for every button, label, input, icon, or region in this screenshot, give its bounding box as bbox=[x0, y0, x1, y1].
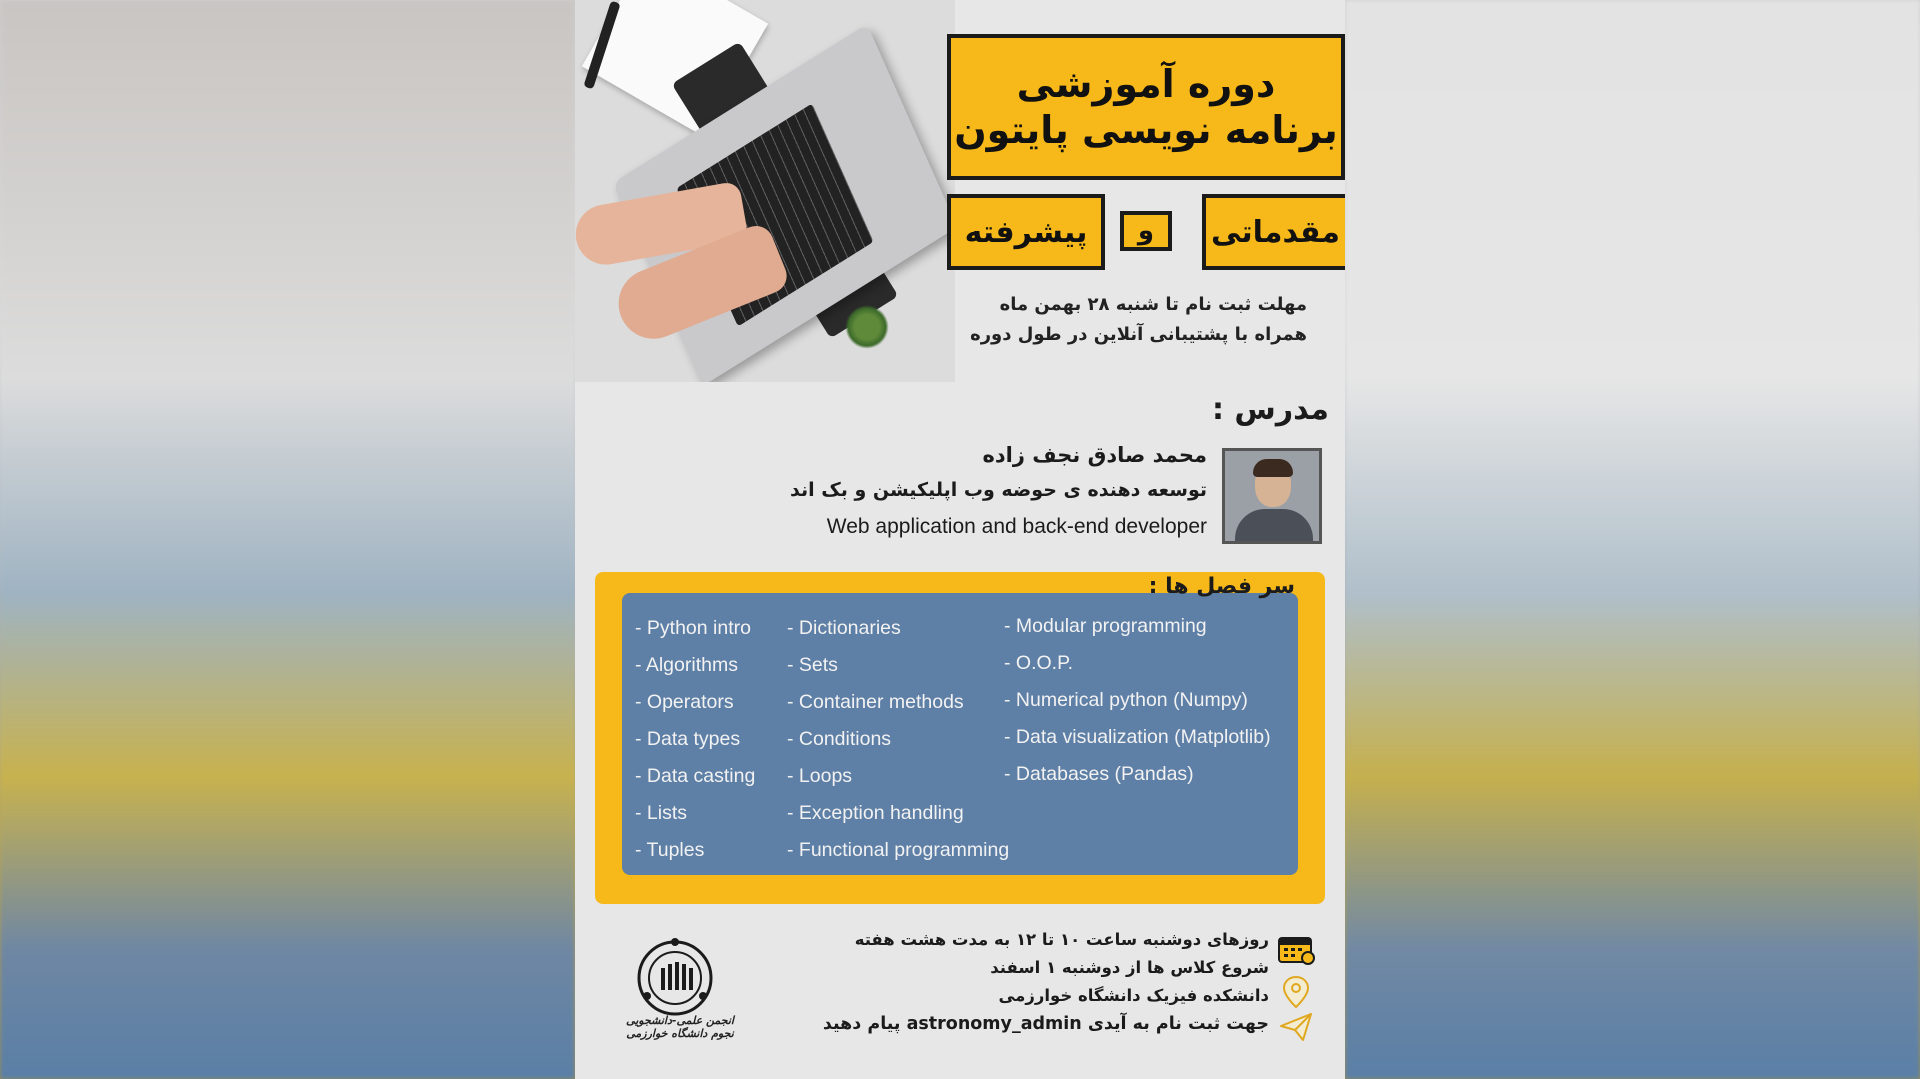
start-text: شروع کلاس ها از دوشنبه ۱ اسفند bbox=[990, 958, 1269, 977]
syllabus-item: - Dictionaries bbox=[787, 617, 901, 639]
syllabus-item: - Loops bbox=[787, 765, 853, 787]
level-advanced-box bbox=[947, 194, 1105, 270]
teacher-label: مدرس : bbox=[1211, 392, 1329, 427]
syllabus-item: - Sets bbox=[787, 654, 838, 676]
teacher-avatar bbox=[1222, 448, 1322, 544]
level-advanced-label: پیشرفته bbox=[964, 214, 1088, 250]
calendar-icon bbox=[1277, 933, 1315, 965]
background-right bbox=[1345, 0, 1920, 1079]
syllabus-item: - Lists bbox=[635, 802, 688, 824]
level-basic-box bbox=[1202, 194, 1345, 270]
teacher-info bbox=[790, 438, 1207, 546]
deadline-line2: همراه با پشتیبانی آنلاین در طول دوره bbox=[970, 324, 1307, 345]
syllabus-item: - Algorithms bbox=[635, 654, 738, 676]
astronomy-logo bbox=[635, 938, 715, 1018]
teacher-role-en: Web application and back-end developer bbox=[826, 515, 1207, 538]
register-text: جهت ثبت نام به آیدی astronomy_admin پیام دهید bbox=[822, 1014, 1269, 1034]
schedule-text: روزهای دوشنبه ساعت ۱۰ تا ۱۲ به مدت هشت هفته bbox=[854, 930, 1269, 949]
syllabus-item: - Numerical python (Numpy) bbox=[1004, 689, 1248, 711]
syllabus-column-3 bbox=[1004, 608, 1271, 793]
syllabus-item: - Python intro bbox=[635, 617, 751, 639]
logo-caption: انجمن علمی-دانشجویی نجوم دانشگاه خوارزمی bbox=[626, 1014, 734, 1040]
course-title-line2: برنامه نویسی پایتون bbox=[954, 108, 1338, 152]
syllabus-item: - Databases (Pandas) bbox=[1004, 763, 1194, 785]
syllabus-column-1 bbox=[635, 610, 755, 869]
syllabus-item: - Data casting bbox=[635, 765, 756, 787]
laptop-photo bbox=[575, 0, 955, 382]
level-and-label: و bbox=[1137, 216, 1155, 246]
syllabus-item: - Exception handling bbox=[787, 802, 964, 824]
level-and-box bbox=[1120, 211, 1172, 251]
teacher-role-fa: توسعه دهنده ی حوضه وب اپلیکیشن و بک اند bbox=[790, 479, 1207, 501]
syllabus-column-2 bbox=[787, 610, 1009, 869]
teacher-name: محمد صادق نجف زاده bbox=[982, 443, 1207, 467]
course-title-line1: دوره آموزشی bbox=[1016, 62, 1276, 106]
deadline-text bbox=[967, 290, 1307, 350]
syllabus-item: - Functional programming bbox=[787, 839, 1010, 861]
course-info bbox=[823, 926, 1269, 1038]
poster bbox=[575, 0, 1345, 1079]
syllabus-item: - Container methods bbox=[787, 691, 964, 713]
syllabus-title: سر فصل ها : bbox=[1148, 574, 1295, 599]
syllabus-item: - Data types bbox=[635, 728, 741, 750]
syllabus-item: - Data visualization (Matplotlib) bbox=[1004, 726, 1271, 748]
plant-image bbox=[845, 305, 889, 349]
syllabus-item: - Modular programming bbox=[1004, 615, 1207, 637]
background-left bbox=[0, 0, 575, 1079]
syllabus-item: - O.O.P. bbox=[1004, 652, 1073, 674]
course-title-box bbox=[947, 34, 1345, 180]
send-icon bbox=[1279, 1012, 1313, 1042]
syllabus-item: - Conditions bbox=[787, 728, 892, 750]
location-text: دانشکده فیزیک دانشگاه خوارزمی bbox=[998, 986, 1269, 1005]
syllabus-item: - Tuples bbox=[635, 839, 705, 861]
deadline-line1: مهلت ثبت نام تا شنبه ۲۸ بهمن ماه bbox=[999, 294, 1307, 315]
location-pin-icon bbox=[1281, 975, 1311, 1009]
syllabus-item: - Operators bbox=[635, 691, 734, 713]
level-basic-label: مقدماتی bbox=[1211, 214, 1340, 250]
